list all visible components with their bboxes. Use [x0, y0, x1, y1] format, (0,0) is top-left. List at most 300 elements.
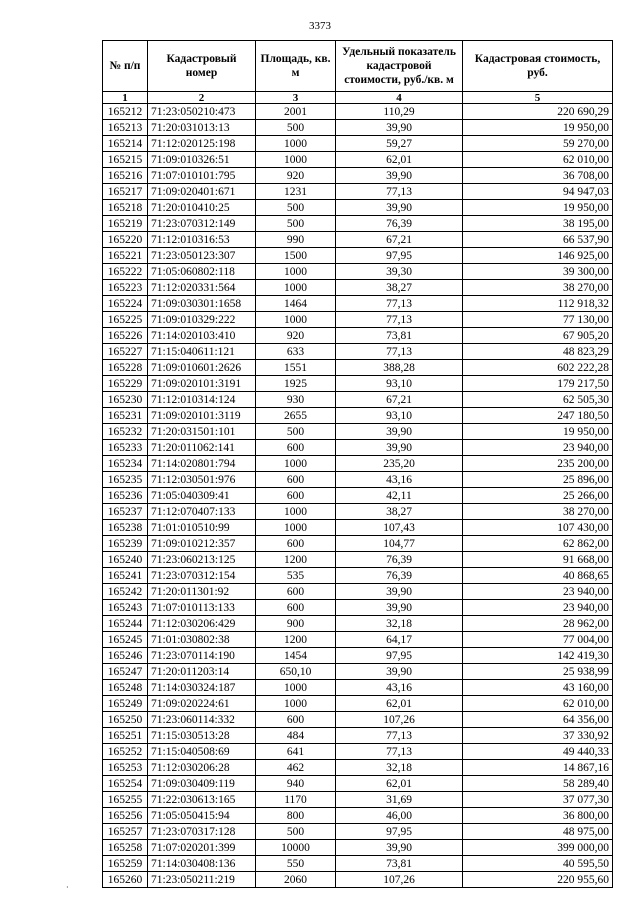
- table-row: [103, 568, 613, 584]
- row-number-cell: 165257: [103, 824, 148, 840]
- row-number-cell: 165256: [103, 808, 148, 824]
- table-row: [103, 104, 613, 120]
- cadastral-number-cell: 71:09:010329:222: [148, 312, 256, 328]
- cadastral-number-cell: 71:14:030324:187: [148, 680, 256, 696]
- cadastral-value-cell: 602 222,28: [463, 360, 613, 376]
- row-number-cell: 165243: [103, 600, 148, 616]
- table-row: [103, 440, 613, 456]
- area-cell: 650,10: [256, 664, 336, 680]
- row-number-cell: 165229: [103, 376, 148, 392]
- unit-value-cell: 77,13: [336, 744, 463, 760]
- cadastral-value-cell: 19 950,00: [463, 120, 613, 136]
- cadastral-value-cell: 59 270,00: [463, 136, 613, 152]
- area-cell: 484: [256, 728, 336, 744]
- row-number-cell: 165242: [103, 584, 148, 600]
- cadastral-value-cell: 77 004,00: [463, 632, 613, 648]
- cadastral-number-cell: 71:12:030206:28: [148, 760, 256, 776]
- cadastral-number-cell: 71:20:011203:14: [148, 664, 256, 680]
- unit-value-cell: 39,90: [336, 120, 463, 136]
- table-row: [103, 696, 613, 712]
- cadastral-value-cell: 37 077,30: [463, 792, 613, 808]
- cadastral-number-cell: 71:09:030409:119: [148, 776, 256, 792]
- cadastral-value-cell: 399 000,00: [463, 840, 613, 856]
- area-cell: 1000: [256, 696, 336, 712]
- area-cell: 1464: [256, 296, 336, 312]
- cadastral-value-cell: 58 289,40: [463, 776, 613, 792]
- table-row: [103, 152, 613, 168]
- cadastral-value-cell: 220 955,60: [463, 872, 613, 888]
- area-cell: 1551: [256, 360, 336, 376]
- area-cell: 550: [256, 856, 336, 872]
- cadastral-number-cell: 71:12:030501:976: [148, 472, 256, 488]
- row-number-cell: 165254: [103, 776, 148, 792]
- area-cell: 600: [256, 440, 336, 456]
- unit-value-cell: 62,01: [336, 696, 463, 712]
- table-row: [103, 808, 613, 824]
- area-cell: 2001: [256, 104, 336, 120]
- unit-value-cell: 388,28: [336, 360, 463, 376]
- row-number-cell: 165241: [103, 568, 148, 584]
- cadastral-number-cell: 71:09:010212:357: [148, 536, 256, 552]
- unit-value-cell: 76,39: [336, 568, 463, 584]
- row-number-cell: 165226: [103, 328, 148, 344]
- row-number-cell: 165215: [103, 152, 148, 168]
- area-cell: 1000: [256, 264, 336, 280]
- table-row: [103, 488, 613, 504]
- row-number-cell: 165238: [103, 520, 148, 536]
- table-row: [103, 200, 613, 216]
- cadastral-value-cell: 25 266,00: [463, 488, 613, 504]
- area-cell: 600: [256, 584, 336, 600]
- cadastral-value-cell: 23 940,00: [463, 584, 613, 600]
- row-number-cell: 165220: [103, 232, 148, 248]
- header-row: [103, 41, 613, 92]
- unit-value-cell: 59,27: [336, 136, 463, 152]
- table-row: [103, 728, 613, 744]
- table-row: [103, 408, 613, 424]
- area-cell: 940: [256, 776, 336, 792]
- unit-value-cell: 32,18: [336, 616, 463, 632]
- column-number: 4: [336, 92, 463, 104]
- table-row: [103, 472, 613, 488]
- cadastral-number-cell: 71:20:010410:25: [148, 200, 256, 216]
- unit-value-cell: 39,90: [336, 424, 463, 440]
- table-body: [103, 104, 613, 888]
- cadastral-value-cell: 62 862,00: [463, 536, 613, 552]
- row-number-cell: 165231: [103, 408, 148, 424]
- cadastral-number-cell: 71:12:010314:124: [148, 392, 256, 408]
- row-number-cell: 165217: [103, 184, 148, 200]
- table-row: [103, 360, 613, 376]
- column-number-row: [103, 92, 613, 104]
- cadastral-number-cell: 71:07:010101:795: [148, 168, 256, 184]
- cadastral-number-cell: 71:05:040309:41: [148, 488, 256, 504]
- cadastral-value-cell: 107 430,00: [463, 520, 613, 536]
- header-unit-value: Удельный показатель кадастровой стоимости, руб./кв. м: [336, 41, 463, 92]
- cadastral-number-cell: 71:14:020103:410: [148, 328, 256, 344]
- table-row: [103, 328, 613, 344]
- cadastral-number-cell: 71:15:040611:121: [148, 344, 256, 360]
- unit-value-cell: 77,13: [336, 344, 463, 360]
- cadastral-number-cell: 71:01:030802:38: [148, 632, 256, 648]
- row-number-cell: 165249: [103, 696, 148, 712]
- cadastral-value-cell: 43 160,00: [463, 680, 613, 696]
- unit-value-cell: 67,21: [336, 232, 463, 248]
- cadastral-value-cell: 220 690,29: [463, 104, 613, 120]
- unit-value-cell: 77,13: [336, 312, 463, 328]
- table-row: [103, 248, 613, 264]
- table-row: [103, 296, 613, 312]
- cadastral-value-cell: 247 180,50: [463, 408, 613, 424]
- unit-value-cell: 39,90: [336, 440, 463, 456]
- cadastral-number-cell: 71:23:070312:149: [148, 216, 256, 232]
- cadastral-number-cell: 71:07:020201:399: [148, 840, 256, 856]
- row-number-cell: 165234: [103, 456, 148, 472]
- area-cell: 1000: [256, 680, 336, 696]
- unit-value-cell: 97,95: [336, 648, 463, 664]
- cadastral-value-cell: 62 010,00: [463, 152, 613, 168]
- cadastral-number-cell: 71:20:011301:92: [148, 584, 256, 600]
- row-number-cell: 165227: [103, 344, 148, 360]
- cadastral-number-cell: 71:12:030206:429: [148, 616, 256, 632]
- row-number-cell: 165240: [103, 552, 148, 568]
- cadastral-value-cell: 23 940,00: [463, 440, 613, 456]
- area-cell: 500: [256, 424, 336, 440]
- unit-value-cell: 39,90: [336, 664, 463, 680]
- table-row: [103, 600, 613, 616]
- cadastral-value-cell: 19 950,00: [463, 424, 613, 440]
- cadastral-value-cell: 112 918,32: [463, 296, 613, 312]
- column-number: 3: [256, 92, 336, 104]
- row-number-cell: 165244: [103, 616, 148, 632]
- unit-value-cell: 64,17: [336, 632, 463, 648]
- cadastral-number-cell: 71:20:031013:13: [148, 120, 256, 136]
- table-row: [103, 520, 613, 536]
- unit-value-cell: 42,11: [336, 488, 463, 504]
- row-number-cell: 165232: [103, 424, 148, 440]
- row-number-cell: 165252: [103, 744, 148, 760]
- area-cell: 500: [256, 824, 336, 840]
- cadastral-value-cell: 36 800,00: [463, 808, 613, 824]
- row-number-cell: 165223: [103, 280, 148, 296]
- area-cell: 500: [256, 216, 336, 232]
- unit-value-cell: 73,81: [336, 856, 463, 872]
- area-cell: 1231: [256, 184, 336, 200]
- table-row: [103, 712, 613, 728]
- column-number: 5: [463, 92, 613, 104]
- row-number-cell: 165213: [103, 120, 148, 136]
- row-number-cell: 165212: [103, 104, 148, 120]
- cadastral-number-cell: 71:23:060114:332: [148, 712, 256, 728]
- table-row: [103, 744, 613, 760]
- cadastral-number-cell: 71:14:030408:136: [148, 856, 256, 872]
- unit-value-cell: 107,26: [336, 712, 463, 728]
- unit-value-cell: 73,81: [336, 328, 463, 344]
- table-row: [103, 856, 613, 872]
- unit-value-cell: 110,29: [336, 104, 463, 120]
- cadastral-number-cell: 71:12:020125:198: [148, 136, 256, 152]
- cadastral-value-cell: 38 195,00: [463, 216, 613, 232]
- unit-value-cell: 93,10: [336, 376, 463, 392]
- row-number-cell: 165236: [103, 488, 148, 504]
- unit-value-cell: 32,18: [336, 760, 463, 776]
- unit-value-cell: 39,90: [336, 600, 463, 616]
- cadastral-value-cell: 66 537,90: [463, 232, 613, 248]
- cadastral-number-cell: 71:09:020401:671: [148, 184, 256, 200]
- table-row: [103, 872, 613, 888]
- cadastral-number-cell: 71:15:030513:28: [148, 728, 256, 744]
- column-number: 2: [148, 92, 256, 104]
- unit-value-cell: 31,69: [336, 792, 463, 808]
- cadastral-number-cell: 71:09:010326:51: [148, 152, 256, 168]
- cadastral-number-cell: 71:05:050415:94: [148, 808, 256, 824]
- cadastral-number-cell: 71:15:040508:69: [148, 744, 256, 760]
- table-row: [103, 536, 613, 552]
- table-row: [103, 840, 613, 856]
- table-row: [103, 184, 613, 200]
- row-number-cell: 165251: [103, 728, 148, 744]
- table-row: [103, 456, 613, 472]
- row-number-cell: 165233: [103, 440, 148, 456]
- header-number: № п/п: [103, 41, 148, 92]
- header-cadastral-value: Кадастровая стоимость, руб.: [463, 41, 613, 92]
- cadastral-value-cell: 146 925,00: [463, 248, 613, 264]
- row-number-cell: 165218: [103, 200, 148, 216]
- area-cell: 10000: [256, 840, 336, 856]
- cadastral-number-cell: 71:09:010601:2626: [148, 360, 256, 376]
- cadastral-number-cell: 71:09:020224:61: [148, 696, 256, 712]
- area-cell: 1000: [256, 152, 336, 168]
- unit-value-cell: 43,16: [336, 680, 463, 696]
- area-cell: 1200: [256, 552, 336, 568]
- cadastral-value-cell: 39 300,00: [463, 264, 613, 280]
- area-cell: 462: [256, 760, 336, 776]
- table-row: [103, 424, 613, 440]
- cadastral-number-cell: 71:23:070312:154: [148, 568, 256, 584]
- area-cell: 535: [256, 568, 336, 584]
- area-cell: 500: [256, 200, 336, 216]
- cadastral-number-cell: 71:20:011062:141: [148, 440, 256, 456]
- table-row: [103, 216, 613, 232]
- area-cell: 641: [256, 744, 336, 760]
- unit-value-cell: 39,30: [336, 264, 463, 280]
- table-row: [103, 232, 613, 248]
- area-cell: 600: [256, 472, 336, 488]
- area-cell: 1000: [256, 520, 336, 536]
- cadastral-value-cell: 38 270,00: [463, 504, 613, 520]
- cadastral-value-cell: 48 975,00: [463, 824, 613, 840]
- row-number-cell: 165225: [103, 312, 148, 328]
- area-cell: 500: [256, 120, 336, 136]
- area-cell: 1000: [256, 456, 336, 472]
- row-number-cell: 165216: [103, 168, 148, 184]
- unit-value-cell: 62,01: [336, 776, 463, 792]
- unit-value-cell: 39,90: [336, 168, 463, 184]
- unit-value-cell: 77,13: [336, 728, 463, 744]
- table-row: [103, 616, 613, 632]
- unit-value-cell: 235,20: [336, 456, 463, 472]
- unit-value-cell: 77,13: [336, 184, 463, 200]
- area-cell: 1454: [256, 648, 336, 664]
- unit-value-cell: 43,16: [336, 472, 463, 488]
- cadastral-number-cell: 71:07:010113:133: [148, 600, 256, 616]
- row-number-cell: 165247: [103, 664, 148, 680]
- cadastral-value-cell: 49 440,33: [463, 744, 613, 760]
- area-cell: 2060: [256, 872, 336, 888]
- area-cell: 930: [256, 392, 336, 408]
- cadastral-value-cell: 64 356,00: [463, 712, 613, 728]
- cadastral-number-cell: 71:09:020101:3191: [148, 376, 256, 392]
- footer-mark: ·: [66, 883, 69, 892]
- unit-value-cell: 38,27: [336, 280, 463, 296]
- row-number-cell: 165235: [103, 472, 148, 488]
- column-number: 1: [103, 92, 148, 104]
- cadastral-number-cell: 71:23:050210:473: [148, 104, 256, 120]
- table-row: [103, 344, 613, 360]
- table-row: [103, 392, 613, 408]
- table-row: [103, 264, 613, 280]
- cadastral-value-cell: 179 217,50: [463, 376, 613, 392]
- page-number: 3373: [309, 20, 331, 32]
- cadastral-value-table: [102, 40, 613, 888]
- area-cell: 1000: [256, 504, 336, 520]
- cadastral-value-cell: 28 962,00: [463, 616, 613, 632]
- table-row: [103, 776, 613, 792]
- table-row: [103, 504, 613, 520]
- unit-value-cell: 39,90: [336, 840, 463, 856]
- unit-value-cell: 39,90: [336, 200, 463, 216]
- table-row: [103, 280, 613, 296]
- cadastral-number-cell: 71:12:020331:564: [148, 280, 256, 296]
- unit-value-cell: 62,01: [336, 152, 463, 168]
- area-cell: 800: [256, 808, 336, 824]
- unit-value-cell: 107,43: [336, 520, 463, 536]
- cadastral-number-cell: 71:23:060213:125: [148, 552, 256, 568]
- header-cadastral-number: Кадастровый номер: [148, 41, 256, 92]
- unit-value-cell: 93,10: [336, 408, 463, 424]
- row-number-cell: 165219: [103, 216, 148, 232]
- unit-value-cell: 39,90: [336, 584, 463, 600]
- area-cell: 600: [256, 488, 336, 504]
- cadastral-value-cell: 36 708,00: [463, 168, 613, 184]
- cadastral-value-cell: 62 505,30: [463, 392, 613, 408]
- cadastral-value-cell: 94 947,03: [463, 184, 613, 200]
- row-number-cell: 165246: [103, 648, 148, 664]
- cadastral-number-cell: 71:12:070407:133: [148, 504, 256, 520]
- cadastral-value-cell: 48 823,29: [463, 344, 613, 360]
- unit-value-cell: 97,95: [336, 824, 463, 840]
- unit-value-cell: 76,39: [336, 552, 463, 568]
- cadastral-value-cell: 235 200,00: [463, 456, 613, 472]
- cadastral-number-cell: 71:14:020801:794: [148, 456, 256, 472]
- unit-value-cell: 67,21: [336, 392, 463, 408]
- cadastral-value-cell: 142 419,30: [463, 648, 613, 664]
- cadastral-value-cell: 62 010,00: [463, 696, 613, 712]
- cadastral-value-cell: 23 940,00: [463, 600, 613, 616]
- cadastral-value-cell: 38 270,00: [463, 280, 613, 296]
- cadastral-number-cell: 71:01:010510:99: [148, 520, 256, 536]
- area-cell: 633: [256, 344, 336, 360]
- area-cell: 920: [256, 328, 336, 344]
- table-row: [103, 136, 613, 152]
- row-number-cell: 165259: [103, 856, 148, 872]
- cadastral-number-cell: 71:23:050123:307: [148, 248, 256, 264]
- row-number-cell: 165230: [103, 392, 148, 408]
- row-number-cell: 165255: [103, 792, 148, 808]
- unit-value-cell: 38,27: [336, 504, 463, 520]
- cadastral-value-cell: 67 905,20: [463, 328, 613, 344]
- cadastral-number-cell: 71:12:010316:53: [148, 232, 256, 248]
- table-row: [103, 760, 613, 776]
- area-cell: 2655: [256, 408, 336, 424]
- cadastral-number-cell: 71:23:070317:128: [148, 824, 256, 840]
- cadastral-value-cell: 77 130,00: [463, 312, 613, 328]
- unit-value-cell: 76,39: [336, 216, 463, 232]
- cadastral-value-cell: 40 868,65: [463, 568, 613, 584]
- table-row: [103, 120, 613, 136]
- cadastral-value-cell: 25 938,99: [463, 664, 613, 680]
- cadastral-number-cell: 71:22:030613:165: [148, 792, 256, 808]
- area-cell: 1500: [256, 248, 336, 264]
- area-cell: 1000: [256, 136, 336, 152]
- unit-value-cell: 104,77: [336, 536, 463, 552]
- cadastral-value-cell: 14 867,16: [463, 760, 613, 776]
- cadastral-number-cell: 71:23:050211:219: [148, 872, 256, 888]
- cadastral-value-cell: 19 950,00: [463, 200, 613, 216]
- cadastral-number-cell: 71:09:030301:1658: [148, 296, 256, 312]
- unit-value-cell: 97,95: [336, 248, 463, 264]
- area-cell: 1000: [256, 280, 336, 296]
- cadastral-number-cell: 71:05:060802:118: [148, 264, 256, 280]
- table-row: [103, 552, 613, 568]
- table-row: [103, 792, 613, 808]
- table-row: [103, 648, 613, 664]
- area-cell: 1170: [256, 792, 336, 808]
- unit-value-cell: 107,26: [336, 872, 463, 888]
- table-row: [103, 632, 613, 648]
- row-number-cell: 165260: [103, 872, 148, 888]
- cadastral-value-cell: 40 595,50: [463, 856, 613, 872]
- area-cell: 600: [256, 600, 336, 616]
- row-number-cell: 165245: [103, 632, 148, 648]
- table-row: [103, 376, 613, 392]
- table-row: [103, 664, 613, 680]
- table-row: [103, 312, 613, 328]
- unit-value-cell: 46,00: [336, 808, 463, 824]
- area-cell: 900: [256, 616, 336, 632]
- area-cell: 1000: [256, 312, 336, 328]
- table-row: [103, 584, 613, 600]
- cadastral-number-cell: 71:20:031501:101: [148, 424, 256, 440]
- area-cell: 920: [256, 168, 336, 184]
- area-cell: 1200: [256, 632, 336, 648]
- row-number-cell: 165221: [103, 248, 148, 264]
- cadastral-value-cell: 37 330,92: [463, 728, 613, 744]
- row-number-cell: 165250: [103, 712, 148, 728]
- row-number-cell: 165248: [103, 680, 148, 696]
- cadastral-number-cell: 71:09:020101:3119: [148, 408, 256, 424]
- row-number-cell: 165222: [103, 264, 148, 280]
- row-number-cell: 165214: [103, 136, 148, 152]
- cadastral-value-cell: 91 668,00: [463, 552, 613, 568]
- row-number-cell: 165237: [103, 504, 148, 520]
- header-area: Площадь, кв. м: [256, 41, 336, 92]
- row-number-cell: 165224: [103, 296, 148, 312]
- row-number-cell: 165253: [103, 760, 148, 776]
- row-number-cell: 165258: [103, 840, 148, 856]
- area-cell: 600: [256, 536, 336, 552]
- cadastral-number-cell: 71:23:070114:190: [148, 648, 256, 664]
